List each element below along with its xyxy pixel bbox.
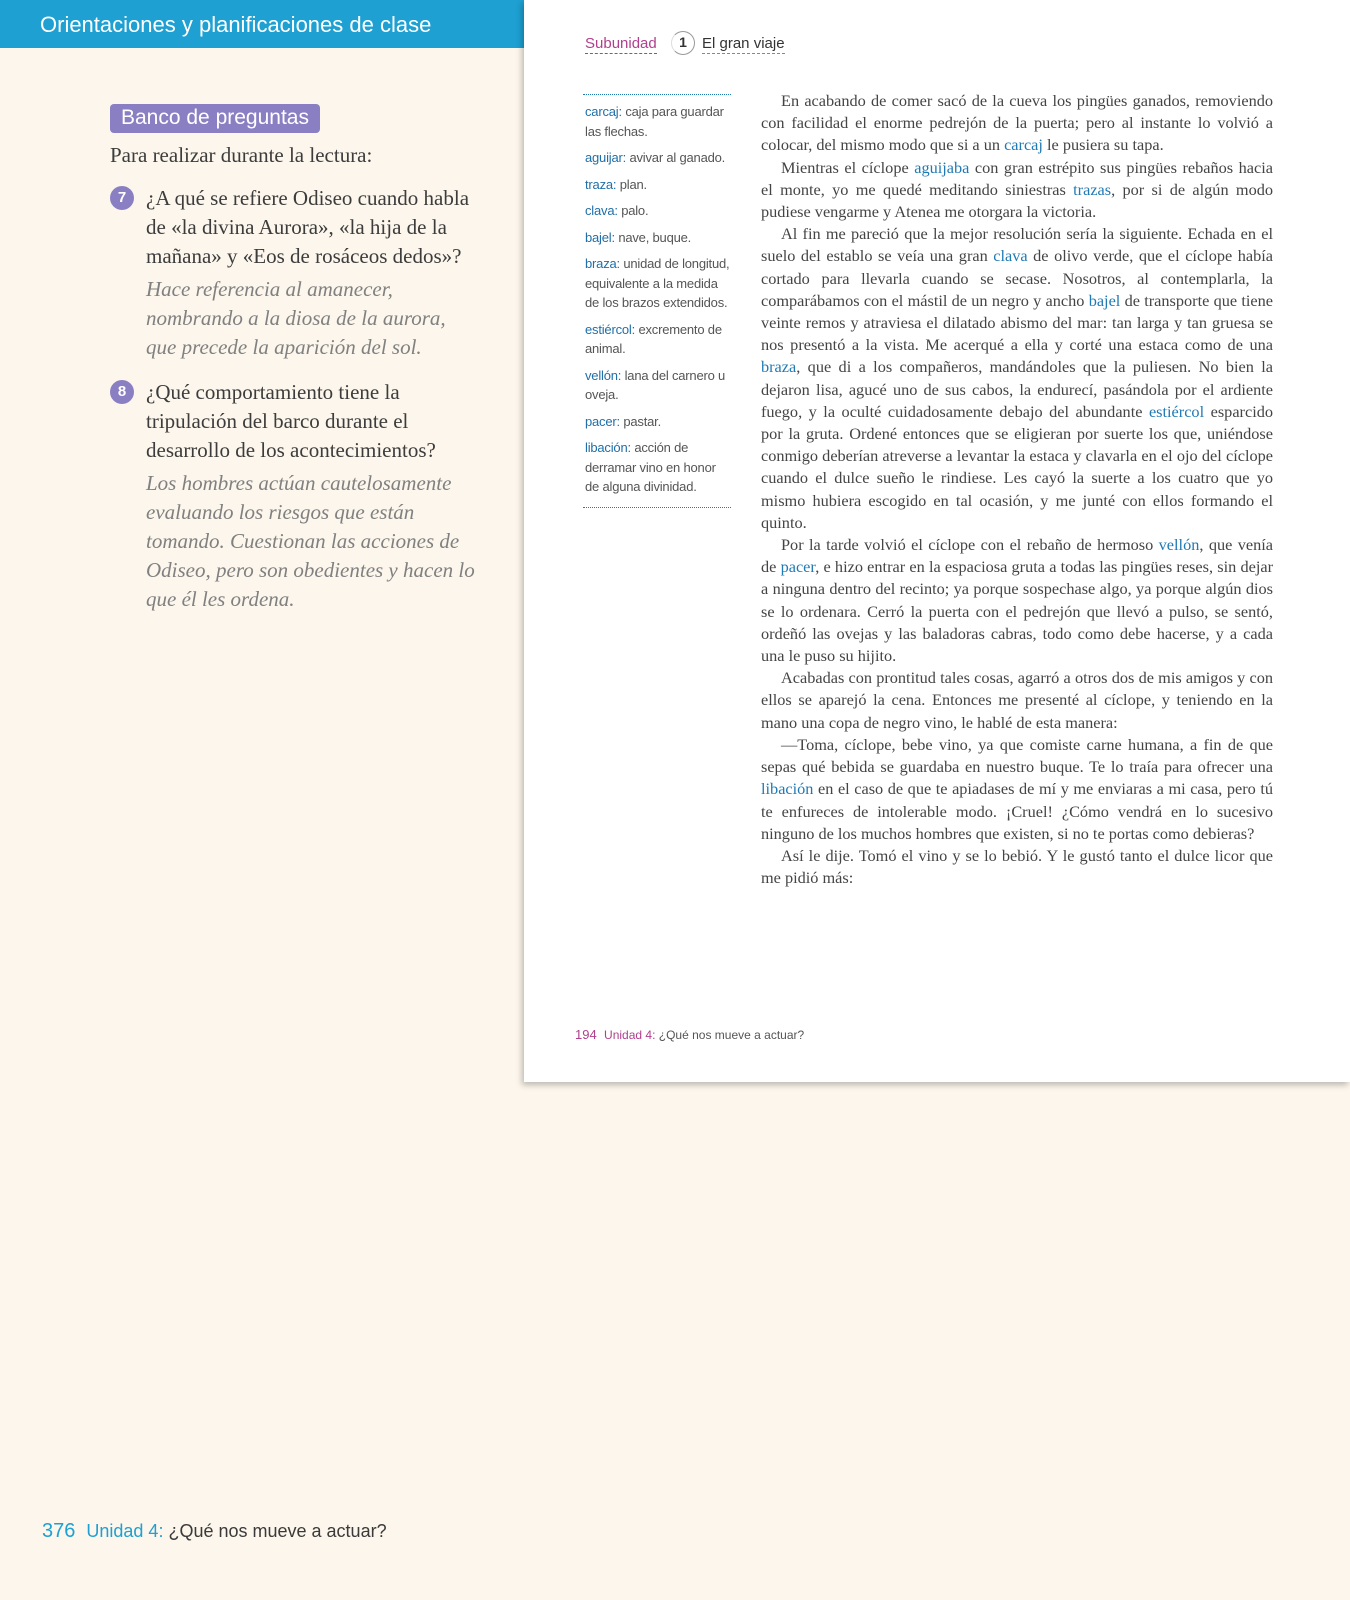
- glossary-term: aguijar:: [585, 150, 627, 165]
- text-run: , que venía de: [761, 535, 1273, 577]
- glossary-definition: excremento de animal.: [585, 321, 722, 356]
- header-title: Orientaciones y planificaciones de clase: [40, 12, 432, 37]
- glossary-definition: avivar al ganado.: [629, 150, 726, 165]
- question-answer: Los hombres actúan cautelosamente evaluando los riesgos que están tomando. Cuestionan las acciones de Odiseo, pero son obedientes y hacen lo que él les ordena.: [146, 471, 475, 611]
- question-bank-intro: Para realizar durante la lectura:: [110, 143, 373, 167]
- glossary-term: vellón:: [585, 367, 622, 383]
- question-number-badge: 7: [110, 186, 134, 210]
- text-run: en el caso de que te apiadases de mí y me enviaras a mi casa, pero tú te enfureces de intolerable modo. ¡Cruel! ¿Cómo vendrá en lo sucesivo ninguno de los muchos hombres que existen, si no te portas como debieras?: [761, 779, 1273, 843]
- footer-title: ¿Qué nos mueve a actuar?: [168, 1521, 387, 1541]
- glossary-word: estiércol: [1148, 401, 1205, 421]
- glossary-entry: [585, 148, 731, 168]
- glossary-word: libación: [761, 779, 814, 799]
- paragraph: [761, 157, 1273, 224]
- footer-page-number: 376: [42, 1520, 76, 1542]
- glossary-entry: [585, 102, 731, 141]
- footer-unit: Unidad 4:: [86, 1521, 164, 1541]
- text-run: Al fin me pareció que la mejor resolución sería la siguiente. Echada en el suelo del establo se veía una gran: [761, 224, 1273, 266]
- reading-text: [761, 90, 1273, 889]
- question-answer: Hace referencia al amanecer, nombrando a la diosa de la aurora, que precede la aparición del sol.: [146, 277, 446, 359]
- text-run: de transporte que tiene veinte remos y atraviesa el dilatado abismo del mar: tan larga y tan gruesa se nos presentó a la vista. Me acerqué a ella y corté una estaca como de una: [761, 290, 1273, 355]
- glossary-definition: plan.: [619, 176, 647, 192]
- glossary-definition: acción de derramar vino en honor de alguna divinidad.: [585, 440, 716, 494]
- paragraph: [761, 734, 1273, 845]
- glossary-word: carcaj: [1004, 135, 1043, 155]
- glossary-word: bajel: [1088, 290, 1121, 310]
- question-text: ¿A qué se refiere Odiseo cuando habla de «la divina Aurora», «la hija de la mañana» y «Eos de rosáceos dedos»?: [146, 186, 470, 268]
- paragraph: [761, 223, 1273, 534]
- glossary-word: pacer: [780, 557, 816, 577]
- text-run: esparcido por la gruta. Ordené entonces que se eligieran por suerte los que, uniéndose conmigo deberían atreverse a levantar la estaca y clavarla en el ojo del cíclope cuando el dulce sueño le rindiese. Les cayó la suerte a los cuatro que yo mismo hubiera escogido en tal ocasión, y me junté con ellos formando el quinto.: [761, 401, 1273, 532]
- glossary-definition: caja para guardar las flechas.: [585, 104, 724, 139]
- text-run: Por la tarde volvió el cíclope con el rebaño de hermoso: [781, 535, 1159, 555]
- question-text: ¿Qué comportamiento tiene la tripulación del barco durante el desarrollo de los acontecimientos?: [146, 380, 436, 462]
- paragraph: [761, 534, 1273, 667]
- glossary-definition: unidad de longitud, equivalente a la medida de los brazos extendidos.: [585, 256, 730, 310]
- paragraph: [761, 90, 1273, 157]
- page-footer-unit: Unidad 4:: [604, 1028, 656, 1042]
- glossary-term: carcaj:: [585, 104, 622, 119]
- page-number: 194: [575, 1027, 597, 1042]
- text-run: , por si de algún modo pudiese vengarme y Atenea me otorgara la victoria.: [761, 179, 1274, 222]
- subunit-label: Subunidad: [585, 35, 657, 52]
- text-run: Mientras el cíclope: [781, 157, 915, 177]
- glossary-word: trazas: [1073, 179, 1112, 199]
- page-footer-title: ¿Qué nos mueve a actuar?: [658, 1028, 805, 1042]
- glossary-word: braza: [761, 357, 797, 377]
- header-band: [0, 0, 524, 48]
- question-number-badge: 8: [110, 380, 134, 404]
- glossary-entry: [585, 175, 731, 195]
- text-run: En acabando de comer sacó de la cueva los pingües ganados, removiendo con facilidad el enorme pedrejón de la puerta; pero al instante lo volvió a colocar, del mismo modo que si a un: [761, 91, 1273, 155]
- student-page: [524, 0, 1350, 1082]
- glossary-entry: [585, 320, 731, 359]
- glossary-word: aguijaba: [914, 157, 970, 177]
- subunit-number: 1: [671, 31, 695, 55]
- glossary-entry: [585, 201, 731, 221]
- glossary-word: vellón: [1158, 535, 1200, 555]
- footer: [42, 1520, 387, 1543]
- question-7: [110, 184, 480, 362]
- glossary-definition: palo.: [621, 203, 649, 218]
- glossary-term: pacer:: [585, 413, 620, 429]
- text-run: de olivo verde, que el cíclope había cortado para llevarla cuando se secase. Nosotros, al contemplarla, la comparábamos con el mástil de un negro y ancho: [761, 246, 1273, 310]
- text-run: le pusiera su tapa.: [1042, 135, 1164, 155]
- glossary-term: braza:: [585, 256, 620, 271]
- glossary-definition: nave, buque.: [618, 229, 692, 245]
- glossary-entry: [585, 412, 731, 432]
- glossary-term: traza:: [585, 176, 617, 192]
- question-bank-badge: Banco de preguntas: [110, 104, 320, 133]
- text-run: con gran estrépito sus pingües rebaños hacia el monte, yo me quedé meditando siniestras: [761, 157, 1273, 199]
- subunit-title: El gran viaje: [702, 35, 785, 52]
- text-run: —Toma, cíclope, bebe vino, ya que comiste carne humana, a fin de que sepas qué bebida se guardaba en nuestro buque. Te lo traía para ofrecer una: [761, 734, 1273, 777]
- page-footer: [575, 1027, 804, 1042]
- glossary-term: clava:: [585, 203, 618, 218]
- glossary-definition: lana del carnero u oveja.: [585, 367, 726, 402]
- glossary-term: bajel:: [585, 229, 615, 245]
- glossary-term: libación:: [585, 440, 631, 455]
- text-run: Así le dije. Tomó el vino y se lo bebió. Y le gustó tanto el dulce licor que me pidió más:: [761, 845, 1273, 888]
- text-run: , que di a los compañeros, mandándoles que la puliesen. No bien la dejaron lisa, agucé uno de sus cabos, la endurecí, pasándola por el ardiente fuego, y la oculté cuidadosamente debajo del abundante: [761, 357, 1273, 421]
- glossary-term: estiércol:: [585, 321, 636, 337]
- text-run: Acabadas con prontitud tales cosas, agarró a otros dos de mis amigos y con ellos se aparejó la cena. Entonces me presenté al cíclope, y teniendo en la mano una copa de negro vino, le hablé de esta manera:: [761, 668, 1273, 732]
- glossary-definition: pastar.: [623, 413, 661, 429]
- paragraph: [761, 845, 1273, 889]
- question-8: [110, 378, 480, 614]
- paragraph: [761, 667, 1273, 734]
- glossary: [583, 94, 731, 508]
- glossary-entry: [585, 254, 731, 313]
- text-run: , e hizo entrar en la espaciosa gruta a todas las pingües reses, sin dejar a ninguna dentro del recinto; ya porque sospechase algo, ya porque algún dios se lo ordenara. Cerró la puerta con el pedrejón que llevó a pulso, se sentó, ordeñó las ovejas y las baladoras cabras, todo como debe hacerse, y a cada una le puso su hijito.: [761, 557, 1273, 666]
- glossary-entry: [585, 438, 731, 497]
- question-bank: [110, 104, 480, 614]
- glossary-word: clava: [993, 246, 1028, 266]
- glossary-entry: [585, 366, 731, 405]
- glossary-entry: [585, 228, 731, 248]
